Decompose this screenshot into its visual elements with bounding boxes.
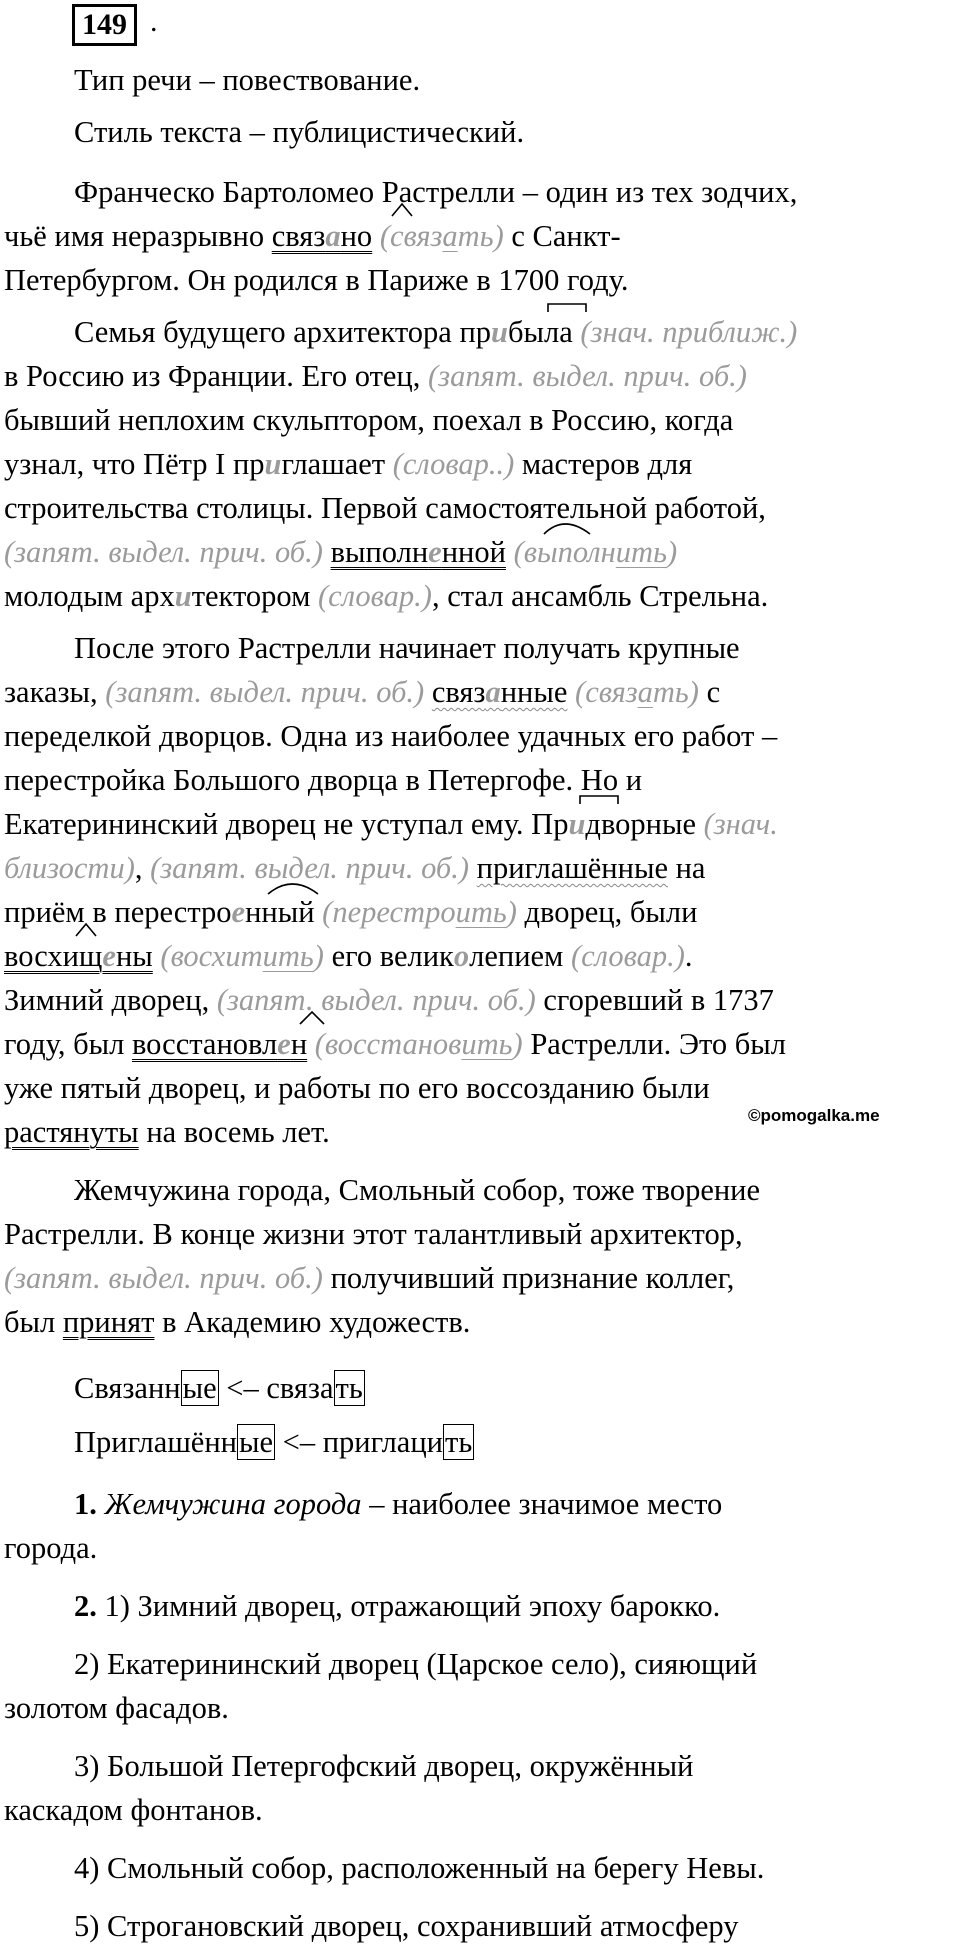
answer-2-item-4: 4) Смольный собор, расположенный на берегу Невы. xyxy=(74,1851,765,1885)
text-line: После этого Растрелли начинает получать крупные xyxy=(74,631,740,665)
text-line: году, был восстановлен (восстановить) Растрелли. Это был xyxy=(4,1027,787,1061)
answer-2-item-2-cont: золотом фасадов. xyxy=(4,1691,229,1725)
text-line: близости), (запят. выдел. прич. об.) приглашённые на xyxy=(4,851,706,885)
participle-wavy: связанные xyxy=(431,675,568,709)
text-line: чьё имя неразрывно связано (связать) с Санкт- xyxy=(4,219,621,253)
text-line: (запят. выдел. прич. об.) выполненной (выполнить) xyxy=(4,535,678,569)
exercise-number-dot: . xyxy=(150,5,158,38)
text-line: заказы, (запят. выдел. прич. об.) связанные (связать) с xyxy=(4,675,721,709)
text-line: перестройка Большого дворца в Петергофе. Но и xyxy=(4,763,643,797)
text-line: Тип речи – повествование. xyxy=(74,63,421,97)
participle-full: выполненной xyxy=(330,535,506,569)
answer-1-cont: города. xyxy=(4,1531,98,1565)
answer-2-item-2: 2) Екатерининский дворец (Царское село), сияющий xyxy=(74,1647,758,1681)
text-line: был принят в Академию художеств. xyxy=(4,1305,471,1339)
answer-2-item-3-cont: каскадом фонтанов. xyxy=(4,1793,263,1827)
text-line: восхищены (восхитить) его великолепием (словар.). xyxy=(4,939,693,973)
text-line: Растрелли. В конце жизни этот талантливый архитектор, xyxy=(4,1217,743,1251)
morph-line-2: Приглашённые <– приглацить xyxy=(74,1425,473,1459)
text-line: Екатерининский дворец не уступал ему. Придворные (знач. xyxy=(4,807,778,841)
text-line: Зимний дворец, (запят. выдел. прич. об.) сгоревший в 1737 xyxy=(4,983,774,1017)
text-line: в Россию из Франции. Его отец, (запят. выдел. прич. об.) xyxy=(4,359,747,393)
text-line: переделкой дворцов. Одна из наиболее удачных его работ – xyxy=(4,719,778,753)
text-line: приём в перестроенный (перестроить) дворец, были xyxy=(4,895,698,929)
text-line: Жемчужина города, Смольный собор, тоже творение xyxy=(74,1173,761,1207)
text-line: уже пятый дворец, и работы по его воссозданию были xyxy=(4,1071,710,1105)
text-line: молодым архитектором (словар.), стал ансамбль Стрельна. xyxy=(4,579,769,613)
text-line: бывший неплохим скульптором, поехал в Россию, когда xyxy=(4,403,734,437)
answer-2-item-3: 3) Большой Петергофский дворец, окружённый xyxy=(74,1749,694,1783)
text-line: (запят. выдел. прич. об.) получивший признание коллег, xyxy=(4,1261,735,1295)
text-line: Стиль текста – публицистический. xyxy=(74,115,525,149)
text-line: Франческо Бартоломео Растрелли – один из тех зодчих, xyxy=(74,175,798,209)
text-line: узнал, что Пётр I приглашает (словар..) мастеров для xyxy=(4,447,693,481)
morph-line-1: Связанные <– связать xyxy=(74,1371,363,1405)
answer-2-item-5: 5) Строгановский дворец, сохранивший атмосферу xyxy=(74,1909,739,1943)
participle-short: связано xyxy=(271,219,373,253)
answer-2: 2. 1) Зимний дворец, отражающий эпоху барокко. xyxy=(74,1589,721,1623)
text-line: Семья будущего архитектора прибыла (знач. приближ.) xyxy=(74,315,798,349)
text-line: строительства столицы. Первой самостоятельной работой, xyxy=(4,491,766,525)
exercise-number: 149 xyxy=(72,4,137,46)
answer-1: 1. Жемчужина города – наиболее значимое место xyxy=(74,1487,723,1521)
text-line: Петербургом. Он родился в Париже в 1700 году. xyxy=(4,263,629,297)
watermark: ©pomogalka.me xyxy=(748,1106,880,1125)
text-line: растянуты на восемь лет. xyxy=(4,1115,330,1149)
